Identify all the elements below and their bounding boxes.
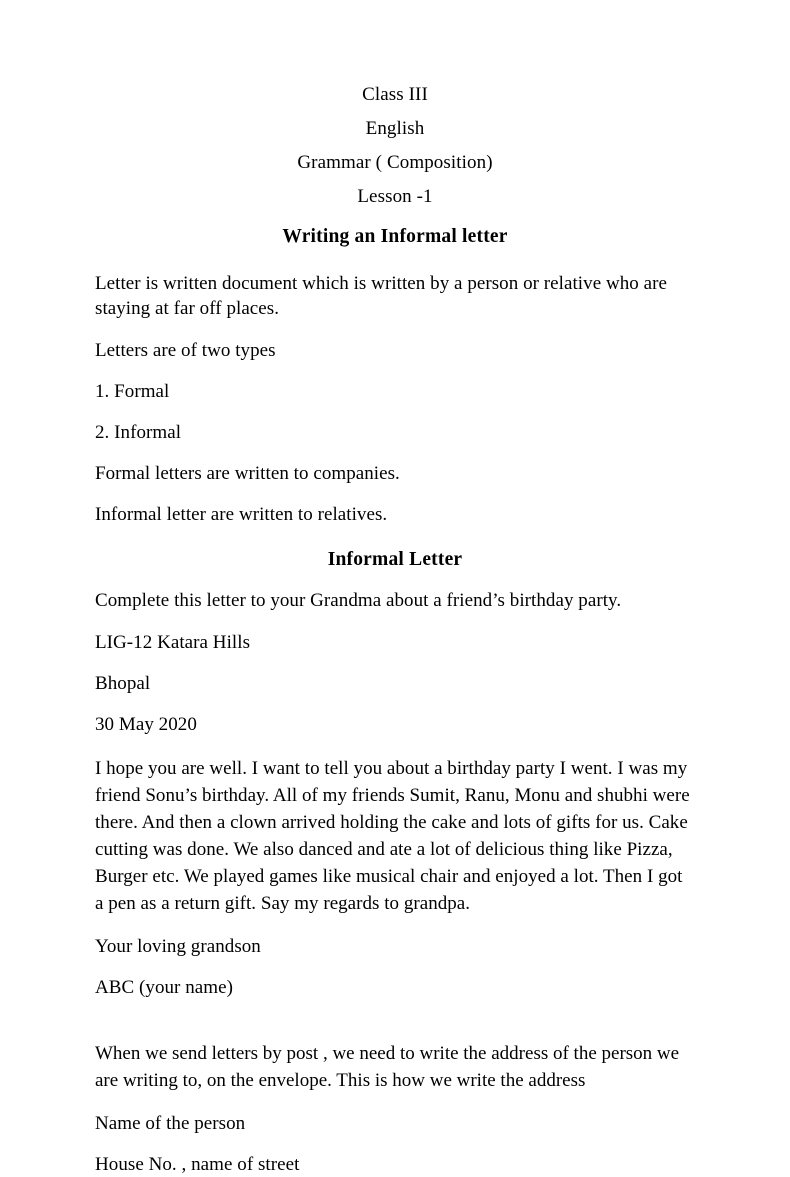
heading-lesson: Lesson -1 — [357, 186, 433, 207]
task-instruction: Complete this letter to your Grandma about a friend’s birthday party. — [95, 590, 622, 611]
informal-letter-note: Informal letter are written to relatives. — [95, 504, 388, 525]
spacer — [95, 1000, 695, 1040]
envelope-line-name: Name of the person — [95, 1113, 246, 1134]
envelope-line-house: House No. , name of street — [95, 1154, 300, 1175]
sender-address-line-1: LIG-12 Katara Hills — [95, 632, 251, 653]
letter-body: I hope you are well. I want to tell you about a birthday party I went. I was my friend Sonu’s birthday. All of my friends Sumit, Ranu, Monu and shubhi were there. And then a clown arrived holding the cake and lots of gifts for us. Cake cutting was done. We also danced and ate a lot of delicious thing like Pizza, Burger etc. We played games like musical chair and enjoyed a lot. Then I got a pen as a return gift. Say my regards to grandpa. — [95, 758, 690, 914]
letter-signature: ABC (your name) — [95, 977, 233, 998]
letter-types-label: Letters are of two types — [95, 340, 276, 361]
heading-topic: Grammar ( Composition) — [297, 152, 493, 173]
heading-class: Class III — [362, 84, 428, 105]
letter-date: 30 May 2020 — [95, 714, 197, 735]
formal-letter-note: Formal letters are written to companies. — [95, 463, 400, 484]
letter-closing: Your loving grandson — [95, 936, 261, 957]
letter-type-informal: 2. Informal — [95, 422, 182, 443]
envelope-intro-paragraph: When we send letters by post , we need to write the address of the person we are writing to, on the envelope. This is how we write the address — [95, 1043, 680, 1091]
page-title: Writing an Informal letter — [282, 226, 508, 247]
letter-type-formal: 1. Formal — [95, 381, 170, 402]
intro-paragraph: Letter is written document which is written by a person or relative who are staying at far off places. — [95, 273, 667, 319]
heading-subject: English — [365, 118, 425, 139]
document-body — [95, 78, 695, 1177]
section-title-informal-letter: Informal Letter — [327, 549, 463, 570]
sender-address-line-2: Bhopal — [95, 673, 151, 694]
